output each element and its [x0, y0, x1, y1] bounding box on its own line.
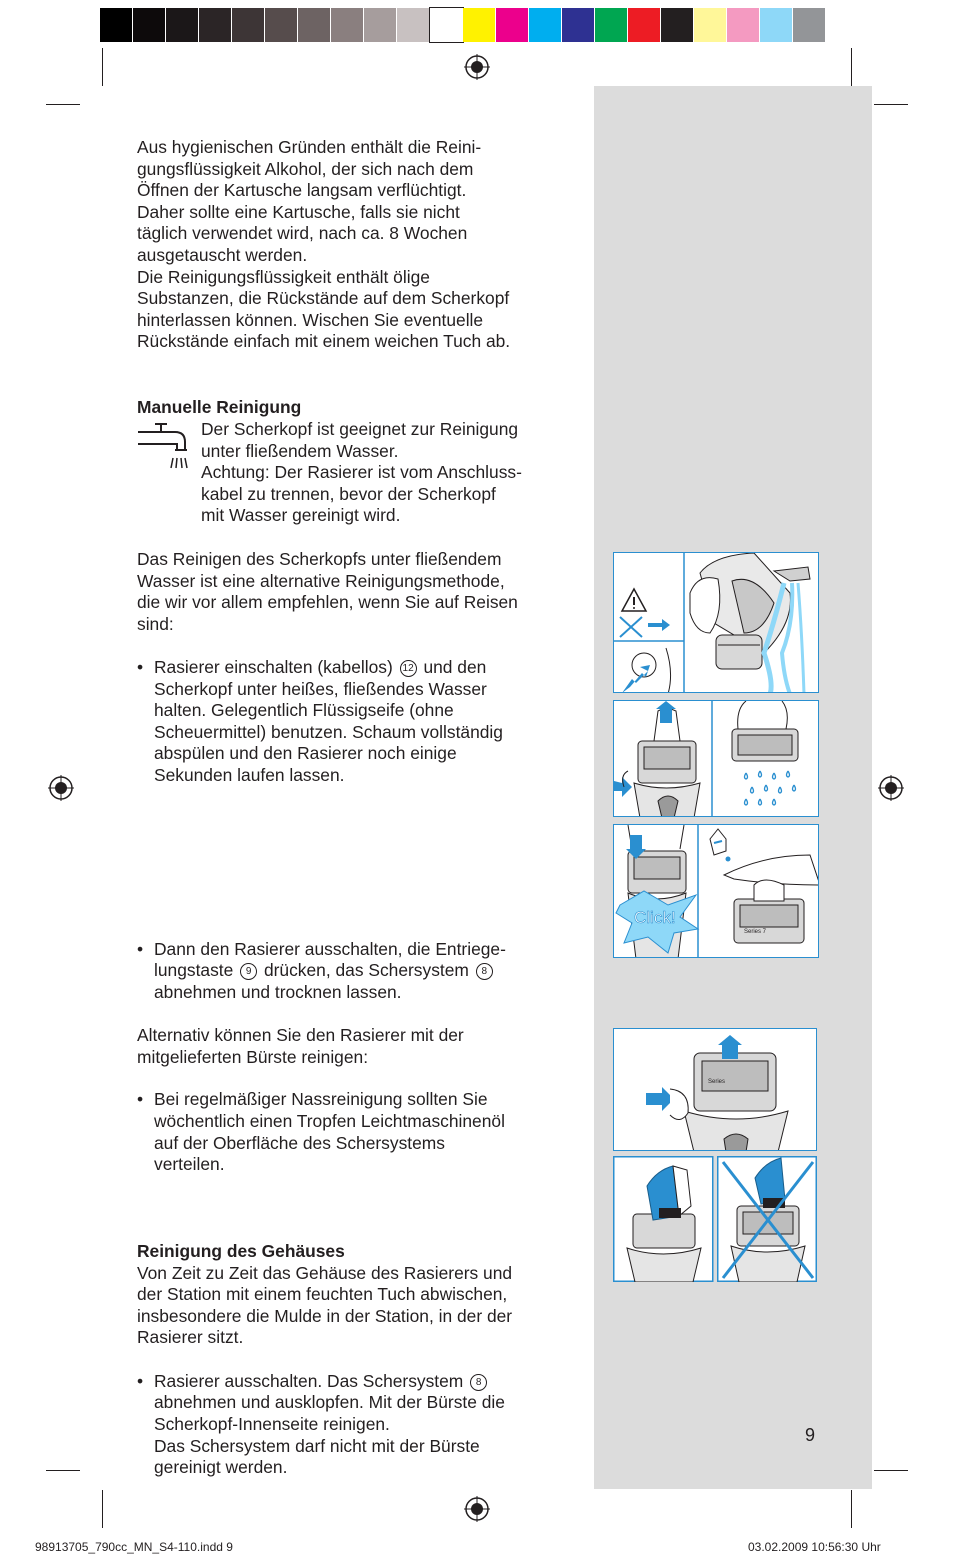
registration-mark-icon [878, 775, 904, 801]
shaver-under-tap-illustration [614, 553, 819, 693]
text-line: abnehmen und ausklopfen. Mit der Bürste die [154, 1392, 505, 1413]
text-line: die wir vor allem empfehlen, wenn Sie auf Reisen [137, 592, 518, 613]
crop-mark [102, 48, 103, 86]
manual-intro [201, 419, 581, 527]
brush-cleaning-illustration [613, 1156, 817, 1282]
text-line: verteilen. [154, 1154, 225, 1175]
text-line: Scherkopf unter heißes, fließendes Wasser [154, 678, 487, 699]
color-swatch [793, 8, 826, 42]
color-swatch [265, 8, 298, 42]
item-number-badge: 12 [400, 660, 417, 677]
intro-paragraph [137, 137, 577, 353]
series-label: Series 7 [744, 929, 767, 935]
text-segment: Rasierer ausschalten. Das Schersystem [154, 1370, 464, 1391]
color-swatch [430, 8, 463, 42]
color-swatch [529, 8, 562, 42]
text-line: wöchentlich einen Tropfen Leichtmaschinenöl [154, 1110, 505, 1131]
color-swatch [694, 8, 727, 42]
color-swatch [331, 8, 364, 42]
color-swatch [760, 8, 793, 42]
bullet-brush [137, 1371, 584, 1479]
faucet-water-icon [135, 420, 193, 472]
bullet-oil [137, 1089, 584, 1175]
text-line: Der Scherkopf ist geeignet zur Reinigung [201, 419, 519, 439]
crop-mark [46, 1470, 80, 1471]
crop-mark [874, 1470, 908, 1471]
text-line: kabel zu trennen, bevor der Scherkopf [201, 483, 496, 504]
text-line: Aus hygienischen Gründen enthält die Reini- [137, 137, 482, 157]
text-line: gungsflüssigkeit Alkohol, der sich nach dem [137, 158, 474, 179]
text-line: Scherkopf-Innenseite reinigen. [154, 1413, 390, 1434]
figure-oil-and-reattach [613, 824, 819, 958]
text-line: sind: [137, 613, 174, 634]
text-line: Von Zeit zu Zeit das Gehäuse des Rasierers und [137, 1262, 513, 1283]
text-line: mit Wasser gereinigt wird. [201, 505, 401, 526]
figure-brush-cleaning [613, 1156, 817, 1282]
color-swatch [562, 8, 595, 42]
color-swatch [727, 8, 760, 42]
text-line: hinterlassen können. Wischen Sie eventuelle [137, 309, 484, 330]
crop-mark [874, 104, 908, 105]
item-number-badge: 9 [240, 963, 257, 980]
remove-head-brush-illustration [614, 1029, 817, 1151]
section-heading-housing: Reinigung des Gehäuses [137, 1241, 345, 1261]
text-line: auf der Oberfläche des Schersystems [154, 1132, 445, 1153]
text-line: Rückstände einfach mit einem weichen Tuch ab. [137, 331, 511, 352]
registration-mark-icon [48, 775, 74, 801]
text-line: Substanzen, die Rückstände auf dem Scherkopf [137, 288, 510, 309]
text-segment: und den [423, 657, 487, 677]
color-swatch [232, 8, 265, 42]
text-line: Das Schersystem darf nicht mit der Bürste [154, 1435, 480, 1456]
footer-timestamp: 03.02.2009 10:56:30 Uhr [748, 1540, 881, 1554]
color-swatch [166, 8, 199, 42]
color-swatch [661, 8, 694, 42]
remove-head-illustration [614, 701, 819, 817]
text-line: Achtung: Der Rasierer ist vom Anschluss- [201, 462, 522, 483]
click-label: Click! [634, 908, 676, 927]
text-line: gereinigt werden. [154, 1457, 288, 1478]
text-line: Die Reinigungsflüssigkeit enthält ölige [137, 266, 430, 287]
item-number-badge: 8 [470, 1374, 487, 1391]
color-swatch [628, 8, 661, 42]
registration-mark-icon [464, 54, 490, 80]
text-line: mitgelieferten Bürste reinigen: [137, 1046, 369, 1067]
text-segment: Rasierer einschalten (kabellos) [154, 657, 393, 677]
footer-file-name: 98913705_790cc_MN_S4-110.indd 9 [35, 1540, 233, 1554]
text-line: der Station mit einem feuchten Tuch abwischen, [137, 1284, 508, 1305]
text-line: Rasierer sitzt. [137, 1327, 244, 1348]
text-line: Das Reinigen des Scherkopfs unter fließendem [137, 549, 502, 569]
text-line: Daher sollte eine Kartusche, falls sie nicht [137, 201, 460, 222]
text-line: • Dann den Rasierer ausschalten, die Entriege- [154, 938, 506, 959]
oil-reattach-illustration [614, 825, 819, 958]
crop-mark [851, 48, 852, 86]
text-line: unter fließendem Wasser. [201, 440, 399, 461]
page-number: 9 [805, 1425, 816, 1445]
text-segment: lungstaste [154, 960, 234, 981]
text-line: abspülen und den Rasierer noch einige [154, 743, 457, 764]
color-swatch [100, 8, 133, 42]
crop-mark [102, 1490, 103, 1528]
text-line: Sekunden laufen lassen. [154, 764, 345, 785]
text-line: Alternativ können Sie den Rasierer mit der [137, 1025, 464, 1045]
figure-rinse-under-tap [613, 552, 819, 693]
color-swatch [199, 8, 232, 42]
section-heading-manual: Manuelle Reinigung [137, 397, 302, 417]
text-line: Öffnen der Kartusche langsam verflüchtigt. [137, 180, 467, 201]
color-swatch [595, 8, 628, 42]
color-swatch [298, 8, 331, 42]
color-swatch [463, 8, 496, 42]
crop-mark [851, 1490, 852, 1528]
text-segment: drücken, das Schersystem [263, 960, 469, 981]
figure-remove-head-brush [613, 1028, 817, 1151]
brush-paragraph [137, 1025, 577, 1068]
color-swatch [364, 8, 397, 42]
text-line: Wasser ist eine alternative Reinigungsmethode, [137, 570, 505, 591]
text-line: täglich verwendet wird, nach ca. 8 Wochen [137, 223, 468, 244]
bullet-switch-on [137, 657, 584, 787]
series-label: Series [708, 1079, 726, 1085]
text-line: abnehmen und trocknen lassen. [154, 981, 402, 1002]
figure-remove-shaving-head [613, 700, 819, 817]
text-line: insbesondere die Mulde in der Station, in der der [137, 1305, 513, 1326]
color-swatch [397, 8, 430, 42]
text-line: ausgetauscht werden. [137, 244, 308, 265]
text-line: halten. Gelegentlich Flüssigseife (ohne [154, 700, 454, 721]
color-calibration-bar [100, 8, 826, 42]
manual-paragraph [137, 549, 577, 635]
text-line: Scheuermittel) benutzen. Schaum vollständig [154, 721, 503, 742]
registration-mark-icon [464, 1496, 490, 1522]
color-swatch [496, 8, 529, 42]
housing-section [137, 1241, 577, 1349]
item-number-badge: 8 [476, 963, 493, 980]
text-line: • Bei regelmäßiger Nassreinigung sollten Sie [154, 1089, 488, 1110]
bullet-switch-off [137, 939, 584, 1004]
crop-mark [46, 104, 80, 105]
color-swatch [133, 8, 166, 42]
